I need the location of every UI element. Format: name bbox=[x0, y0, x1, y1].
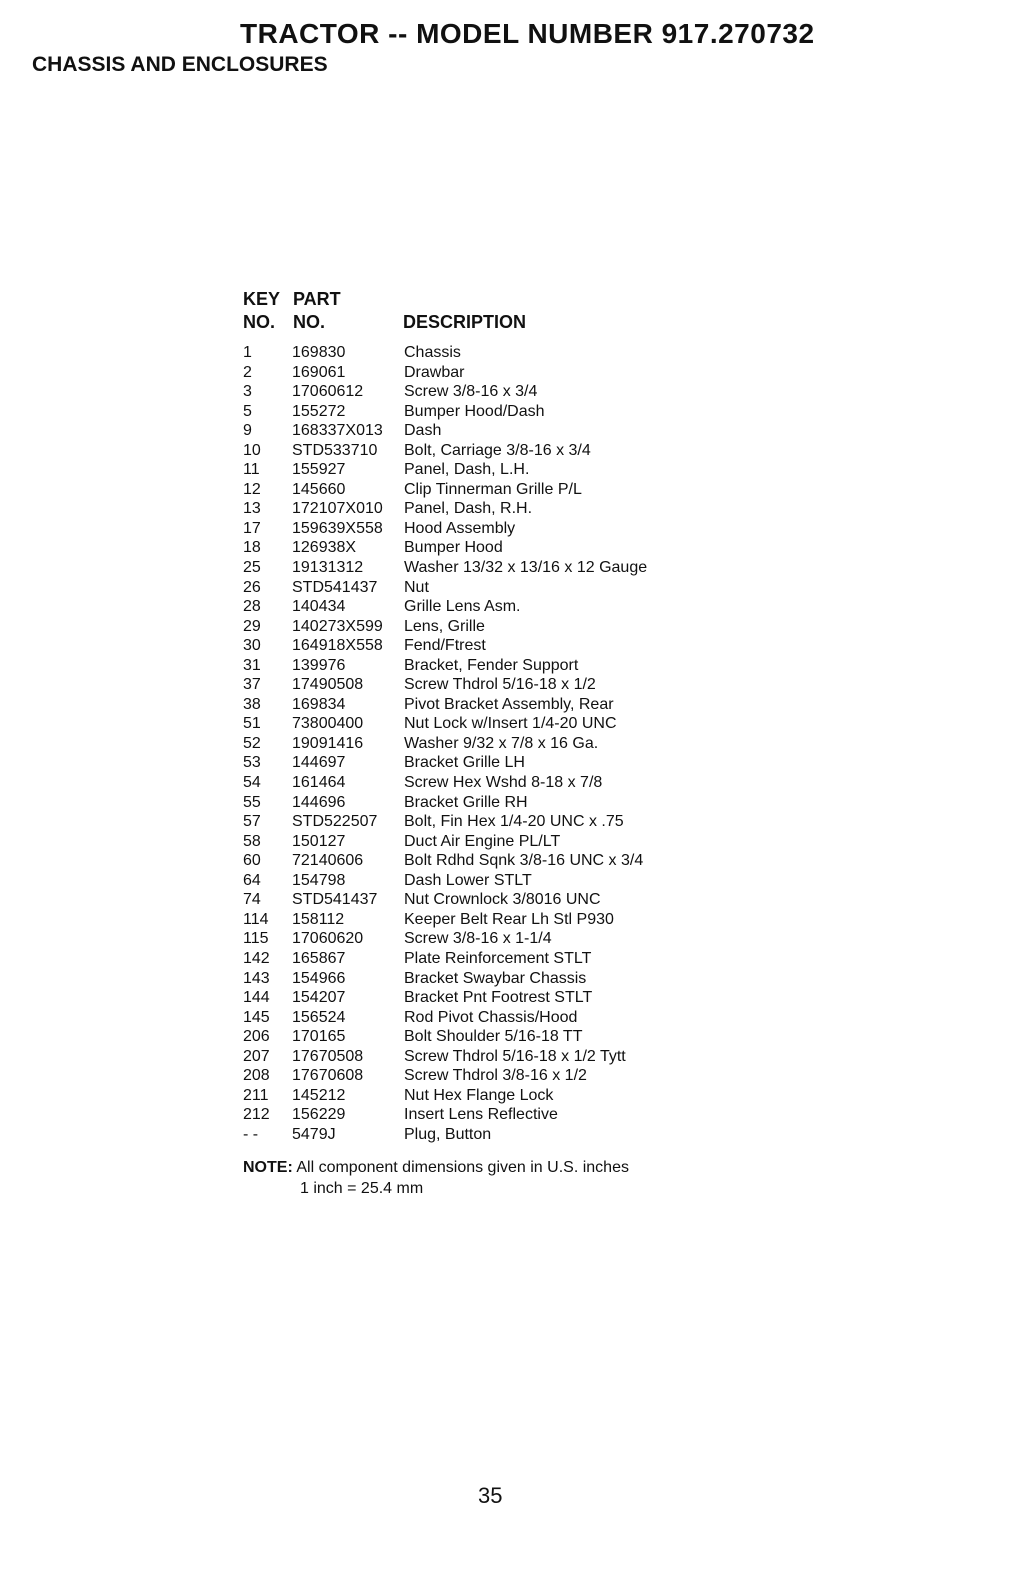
description-cell: Bracket Swaybar Chassis bbox=[404, 969, 587, 987]
key-number-cell: 10 bbox=[243, 441, 261, 459]
table-row bbox=[0, 538, 1032, 558]
key-number-cell: 64 bbox=[243, 871, 261, 889]
key-number-cell: 51 bbox=[243, 715, 261, 733]
description-cell: Bracket Grille LH bbox=[404, 754, 525, 772]
part-number-cell: 73800400 bbox=[292, 715, 364, 733]
table-row bbox=[0, 1008, 1032, 1028]
key-number-cell: 2 bbox=[243, 363, 252, 381]
table-row bbox=[0, 1125, 1032, 1145]
part-number-cell: STD522507 bbox=[292, 813, 378, 831]
table-row bbox=[0, 793, 1032, 813]
description-cell: Screw Hex Wshd 8-18 x 7/8 bbox=[404, 774, 603, 792]
key-number-cell: 37 bbox=[243, 676, 261, 694]
key-number-cell: 12 bbox=[243, 480, 261, 498]
description-cell: Bracket, Fender Support bbox=[404, 656, 579, 674]
key-number-cell: 1 bbox=[243, 344, 252, 361]
description-cell: Bumper Hood bbox=[404, 539, 503, 557]
part-number-cell: 144696 bbox=[292, 793, 346, 811]
description-cell: Grille Lens Asm. bbox=[404, 598, 521, 616]
description-cell: Screw Thdrol 3/8-16 x 1/2 bbox=[404, 1067, 587, 1085]
table-row bbox=[0, 441, 1032, 461]
table-row bbox=[0, 753, 1032, 773]
description-cell: Rod Pivot Chassis/Hood bbox=[404, 1008, 578, 1026]
table-row bbox=[0, 734, 1032, 754]
part-number-cell: 72140606 bbox=[292, 852, 364, 870]
part-number-cell: 172107X010 bbox=[292, 500, 383, 518]
part-number-cell: 140434 bbox=[292, 598, 346, 616]
description-column-header: DESCRIPTION bbox=[403, 312, 527, 332]
description-cell: Bracket Pnt Footrest STLT bbox=[404, 989, 593, 1007]
part-number-cell: 156524 bbox=[292, 1008, 346, 1026]
part-number-cell: 17670608 bbox=[292, 1067, 364, 1085]
part-number-cell: 161464 bbox=[292, 774, 346, 792]
table-row bbox=[0, 871, 1032, 891]
table-row bbox=[0, 969, 1032, 989]
table-row bbox=[0, 714, 1032, 734]
description-cell: Plate Reinforcement STLT bbox=[404, 949, 592, 967]
description-cell: Duct Air Engine PL/LT bbox=[404, 832, 561, 850]
table-row bbox=[0, 519, 1032, 539]
table-row bbox=[0, 949, 1032, 969]
part-number-cell: 140273X599 bbox=[292, 617, 383, 635]
key-number-cell: 74 bbox=[243, 891, 261, 909]
description-cell: Pivot Bracket Assembly, Rear bbox=[404, 695, 614, 713]
key-number-cell: 26 bbox=[243, 578, 261, 596]
table-row bbox=[0, 402, 1032, 422]
table-row bbox=[0, 988, 1032, 1008]
part-number-cell: 17670508 bbox=[292, 1047, 364, 1065]
key-number-cell: 17 bbox=[243, 519, 261, 537]
key-number-cell: 145 bbox=[243, 1008, 270, 1026]
note-text: All component dimensions given in U.S. inches bbox=[292, 1159, 629, 1176]
part-number-cell: 170165 bbox=[292, 1028, 346, 1046]
description-cell: Bolt, Carriage 3/8-16 x 3/4 bbox=[404, 441, 591, 459]
key-number-cell: 28 bbox=[243, 598, 261, 616]
key-number-cell: 13 bbox=[243, 500, 261, 518]
key-number-cell: 212 bbox=[243, 1106, 270, 1124]
table-row bbox=[0, 1027, 1032, 1047]
part-number-cell: 17490508 bbox=[292, 676, 364, 694]
part-number-cell: 17060620 bbox=[292, 930, 364, 948]
description-cell: Bolt, Fin Hex 1/4-20 UNC x .75 bbox=[404, 813, 624, 831]
key-number-cell: - - bbox=[243, 1125, 259, 1143]
key-number-cell: 60 bbox=[243, 852, 261, 870]
key-number-cell: 5 bbox=[243, 402, 252, 420]
table-row bbox=[0, 1066, 1032, 1086]
table-row bbox=[0, 636, 1032, 656]
key-number-cell: 11 bbox=[243, 461, 260, 479]
section-title: CHASSIS AND ENCLOSURES bbox=[32, 53, 328, 76]
table-row bbox=[0, 910, 1032, 930]
part-number-cell: 5479J bbox=[292, 1125, 336, 1143]
part-number-cell: 150127 bbox=[292, 832, 346, 850]
part-number-cell: 154966 bbox=[292, 969, 346, 987]
description-cell: Insert Lens Reflective bbox=[404, 1106, 558, 1124]
part-number-cell: 145660 bbox=[292, 480, 346, 498]
key-number-cell: 115 bbox=[243, 930, 269, 948]
key-number-cell: 55 bbox=[243, 793, 261, 811]
key-number-cell: 206 bbox=[243, 1028, 270, 1046]
part-number-cell: 164918X558 bbox=[292, 637, 383, 655]
key-column-header-line2: NO. bbox=[243, 312, 276, 332]
table-row bbox=[0, 343, 1032, 363]
key-number-cell: 38 bbox=[243, 695, 261, 713]
part-number-cell: 126938X bbox=[292, 539, 357, 557]
part-number-cell: 19131312 bbox=[292, 559, 364, 577]
part-number-cell: 19091416 bbox=[292, 734, 364, 752]
description-cell: Dash bbox=[404, 422, 442, 440]
key-number-cell: 31 bbox=[243, 656, 261, 674]
key-number-cell: 3 bbox=[243, 383, 252, 401]
table-row bbox=[0, 1047, 1032, 1067]
part-number-cell: 144697 bbox=[292, 754, 346, 772]
table-row bbox=[0, 773, 1032, 793]
table-row bbox=[0, 695, 1032, 715]
description-cell: Nut Lock w/Insert 1/4-20 UNC bbox=[404, 715, 617, 733]
description-cell: Nut bbox=[404, 578, 429, 596]
description-cell: Bolt Rdhd Sqnk 3/8-16 UNC x 3/4 bbox=[404, 852, 644, 870]
part-number-cell: 169830 bbox=[292, 344, 346, 361]
table-row bbox=[0, 382, 1032, 402]
part-number-cell: 169834 bbox=[292, 695, 346, 713]
table-row bbox=[0, 812, 1032, 832]
part-number-cell: 155927 bbox=[292, 461, 346, 479]
part-number-cell: 158112 bbox=[292, 910, 345, 928]
note-label: NOTE: bbox=[243, 1159, 293, 1176]
description-cell: Lens, Grille bbox=[404, 617, 485, 635]
key-number-cell: 208 bbox=[243, 1067, 270, 1085]
description-cell: Hood Assembly bbox=[404, 519, 516, 537]
description-cell: Clip Tinnerman Grille P/L bbox=[404, 480, 582, 498]
page-number: 35 bbox=[478, 1483, 503, 1508]
table-row bbox=[0, 558, 1032, 578]
description-cell: Dash Lower STLT bbox=[404, 871, 532, 889]
table-row bbox=[0, 617, 1032, 637]
part-number-cell: 155272 bbox=[292, 402, 346, 420]
key-number-cell: 143 bbox=[243, 969, 270, 987]
table-row bbox=[0, 675, 1032, 695]
description-cell: Screw Thdrol 5/16-18 x 1/2 bbox=[404, 676, 596, 694]
key-number-cell: 29 bbox=[243, 617, 261, 635]
key-number-cell: 18 bbox=[243, 539, 261, 557]
table-row bbox=[0, 929, 1032, 949]
table-row bbox=[0, 1086, 1032, 1106]
description-cell: Bumper Hood/Dash bbox=[404, 402, 545, 420]
description-cell: Bracket Grille RH bbox=[404, 793, 528, 811]
page-title: TRACTOR -- MODEL NUMBER 917.270732 bbox=[240, 18, 815, 49]
parts-list bbox=[0, 343, 1032, 1144]
part-column-header-line2: NO. bbox=[293, 312, 326, 332]
key-number-cell: 52 bbox=[243, 734, 261, 752]
table-row bbox=[0, 851, 1032, 871]
table-row bbox=[0, 363, 1032, 383]
description-cell: Fend/Ftrest bbox=[404, 637, 486, 655]
key-number-cell: 53 bbox=[243, 754, 261, 772]
description-cell: Bolt Shoulder 5/16-18 TT bbox=[404, 1028, 583, 1046]
table-row bbox=[0, 421, 1032, 441]
key-number-cell: 211 bbox=[243, 1086, 269, 1104]
key-number-cell: 207 bbox=[243, 1047, 270, 1065]
key-number-cell: 30 bbox=[243, 637, 261, 655]
description-cell: Screw 3/8-16 x 3/4 bbox=[404, 383, 538, 401]
table-row bbox=[0, 499, 1032, 519]
key-number-cell: 58 bbox=[243, 832, 261, 850]
part-number-cell: 168337X013 bbox=[292, 422, 383, 440]
part-number-cell: 145212 bbox=[292, 1086, 346, 1104]
part-number-cell: 156229 bbox=[292, 1106, 346, 1124]
description-cell: Washer 9/32 x 7/8 x 16 Ga. bbox=[404, 734, 599, 752]
part-number-cell: 169061 bbox=[292, 363, 346, 381]
part-number-cell: 154207 bbox=[292, 989, 346, 1007]
part-number-cell: 165867 bbox=[292, 949, 346, 967]
key-number-cell: 54 bbox=[243, 774, 261, 792]
key-number-cell: 25 bbox=[243, 559, 261, 577]
unit-conversion-note: 1 inch = 25.4 mm bbox=[300, 1180, 424, 1197]
description-cell: Keeper Belt Rear Lh Stl P930 bbox=[404, 910, 614, 928]
description-cell: Panel, Dash, R.H. bbox=[404, 500, 533, 518]
part-number-cell: 154798 bbox=[292, 871, 346, 889]
table-row bbox=[0, 890, 1032, 910]
part-number-cell: 17060612 bbox=[292, 383, 364, 401]
description-cell: Screw Thdrol 5/16-18 x 1/2 Tytt bbox=[404, 1047, 626, 1065]
part-number-cell: 159639X558 bbox=[292, 519, 383, 537]
part-number-cell: 139976 bbox=[292, 656, 346, 674]
table-row bbox=[0, 460, 1032, 480]
key-number-cell: 144 bbox=[243, 989, 270, 1007]
table-row bbox=[0, 656, 1032, 676]
description-cell: Drawbar bbox=[404, 363, 465, 381]
key-number-cell: 57 bbox=[243, 813, 261, 831]
description-cell: Nut Hex Flange Lock bbox=[404, 1086, 554, 1104]
table-row bbox=[0, 1105, 1032, 1125]
description-cell: Plug, Button bbox=[404, 1125, 492, 1143]
description-cell: Chassis bbox=[404, 344, 461, 361]
part-number-cell: STD533710 bbox=[292, 441, 378, 459]
key-column-header-line1: KEY bbox=[243, 289, 281, 309]
description-cell: Washer 13/32 x 13/16 x 12 Gauge bbox=[404, 559, 648, 577]
description-cell: Nut Crownlock 3/8016 UNC bbox=[404, 891, 601, 909]
table-row bbox=[0, 480, 1032, 500]
table-row bbox=[0, 597, 1032, 617]
key-number-cell: 114 bbox=[243, 910, 269, 928]
dimension-note bbox=[243, 1158, 629, 1178]
part-number-cell: STD541437 bbox=[292, 891, 378, 909]
part-column-header-line1: PART bbox=[293, 289, 341, 309]
key-number-cell: 142 bbox=[243, 949, 270, 967]
table-row bbox=[0, 832, 1032, 852]
description-cell: Panel, Dash, L.H. bbox=[404, 461, 530, 479]
key-number-cell: 9 bbox=[243, 422, 252, 440]
part-number-cell: STD541437 bbox=[292, 578, 378, 596]
table-row bbox=[0, 578, 1032, 598]
description-cell: Screw 3/8-16 x 1-1/4 bbox=[404, 930, 552, 948]
